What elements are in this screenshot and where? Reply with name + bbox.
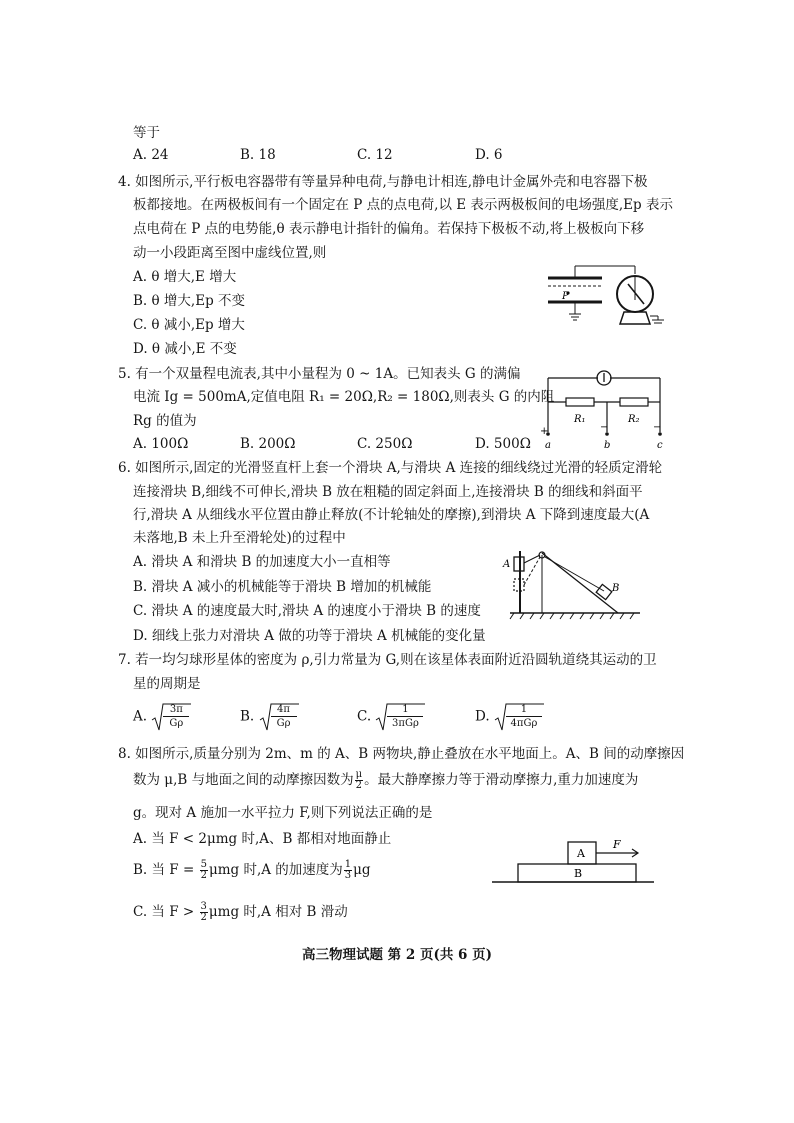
q6-option-b: B. 滑块 A 减小的机械能等于滑块 B 增加的机械能: [133, 579, 432, 595]
q7-a-numerator: 3π: [163, 703, 189, 717]
q5-option-a: A. 100Ω: [133, 436, 189, 452]
q7-d-denominator: 4πGρ: [510, 718, 538, 729]
minus-terminal-c-label: −: [653, 422, 662, 433]
q7-option-c-radical: [375, 702, 425, 732]
q7-option-d-radical: [494, 702, 544, 732]
q8-option-c: [133, 902, 348, 923]
stacked-blocks-figure: [488, 836, 658, 896]
q7-option-d: [475, 702, 544, 734]
q8-c-post: μmg 时,A 相对 B 滑动: [208, 904, 348, 920]
q4-option-b: B. θ 增大,Ep 不变: [133, 293, 246, 309]
q7-option-c-label: C.: [357, 708, 372, 725]
q8-b-frac-1-den: 2: [200, 870, 207, 881]
q6-line-2: 连接滑块 B,细线不可伸长,滑块 B 放在粗糙的固定斜面上,连接滑块 B 的细线和斜面平: [133, 484, 643, 500]
q7-b-denominator: Gρ: [276, 718, 291, 729]
q4-option-d: D. θ 减小,E 不变: [133, 341, 237, 357]
q7-a-denominator: Gρ: [169, 718, 184, 729]
block-b-label: B: [612, 583, 620, 594]
q7-d-numerator: 1: [506, 703, 542, 717]
pulley-incline-figure: [500, 545, 650, 625]
q6-option-c: C. 滑块 A 的速度最大时,滑块 A 的速度小于滑块 B 的速度: [133, 603, 481, 619]
q8-option-a: A. 当 F < 2μmg 时,A、B 都相对地面静止: [133, 831, 392, 847]
q7-option-b-radical: [259, 702, 299, 732]
plus-terminal-label: +: [540, 426, 549, 437]
q5-line-2: 电流 Ig = 500mA,定值电阻 R₁ = 20Ω,R₂ = 180Ω,则表头 G 的内阻: [133, 389, 555, 405]
q6-line-4: 未落地,B 未上升至滑轮处)的过程中: [133, 530, 346, 546]
block-a-text: A: [577, 847, 585, 860]
q3-option-c: C. 12: [357, 147, 393, 163]
force-f-label: F: [613, 838, 621, 851]
q8-frac-den: 2: [355, 780, 363, 791]
terminal-c-label: c: [657, 440, 663, 451]
q8-b-pre: B. 当 F =: [133, 862, 195, 878]
q8-line-2-post: 。最大静摩擦力等于滑动摩擦力,重力加速度为: [364, 772, 639, 788]
q7-c-denominator: 3πGρ: [392, 718, 419, 729]
q7-option-a: [133, 702, 191, 734]
q7-line-2: 星的周期是: [133, 676, 201, 692]
q7-line-1: 7. 若一均匀球形星体的密度为 ρ,引力常量为 G,则在该星体表面附近沿圆轨道绕其运动的卫: [118, 652, 657, 668]
terminal-b-label: b: [604, 440, 611, 451]
q8-line-1: 8. 如图所示,质量分别为 2m、m 的 A、B 两物块,静止叠放在水平地面上。A、B 间的动摩擦因: [118, 746, 685, 762]
q6-line-3: 行,滑块 A 从细线水平位置由静止释放(不计轮轴处的摩擦),到滑块 A 下降到速度最大(A: [133, 507, 650, 523]
q6-option-a: A. 滑块 A 和滑块 B 的加速度大小一直相等: [133, 554, 391, 570]
q4-line-1: 4. 如图所示,平行板电容器带有等量异种电荷,与静电计相连,静电计金属外壳和电容器下极: [118, 174, 648, 190]
q8-b-frac-2: [344, 860, 352, 881]
q7-option-c: [357, 702, 425, 734]
q8-b-frac-1-num: 5: [200, 859, 207, 870]
q8-c-frac-num: 3: [200, 901, 207, 912]
q7-option-b-label: B.: [240, 708, 255, 725]
q5-option-b: B. 200Ω: [240, 436, 296, 452]
q4-option-c: C. θ 减小,Ep 增大: [133, 317, 245, 333]
q7-option-a-radical: [151, 702, 191, 732]
q4-line-2: 板都接地。在两极板间有一个固定在 P 点的点电荷,以 E 表示两极板间的电场强度,Ep 表示: [133, 197, 673, 213]
ammeter-circuit-figure: [538, 364, 668, 454]
q8-c-frac-den: 2: [200, 912, 207, 923]
q4-option-a: A. θ 增大,E 增大: [133, 269, 237, 285]
q8-b-post: μg: [353, 862, 371, 878]
q8-line-2-pre: 数为 μ,B 与地面之间的动摩擦因数为: [133, 772, 354, 788]
terminal-a-label: a: [545, 440, 551, 451]
page-footer: 高三物理试题 第 2 页(共 6 页): [301, 947, 493, 963]
r2-label: R₂: [628, 414, 640, 425]
q3-option-d: D. 6: [475, 147, 503, 163]
q8-line-3: g。现对 A 施加一水平拉力 F,则下列说法正确的是: [133, 805, 433, 821]
block-b-text: B: [574, 867, 583, 880]
q8-frac-num: μ: [355, 769, 363, 780]
q5-line-3: Rg 的值为: [133, 413, 197, 429]
q6-option-d: D. 细线上张力对滑块 A 做的功等于滑块 A 机械能的变化量: [133, 628, 486, 644]
q7-option-b: [240, 702, 299, 734]
block-a-label: A: [503, 559, 511, 570]
q8-option-b: [133, 860, 371, 881]
q8-b-mid: μmg 时,A 的加速度为: [208, 862, 343, 878]
q8-line-2: [133, 770, 638, 791]
q8-mu-half-fraction: [355, 770, 364, 791]
point-p-label: P: [562, 291, 569, 302]
q7-option-a-label: A.: [133, 708, 148, 725]
q5-option-d: D. 500Ω: [475, 436, 531, 452]
q4-line-3: 点电荷在 P 点的电势能,θ 表示静电计指针的偏角。若保持下极板不动,将上极板向下移: [133, 221, 645, 237]
r1-label: R₁: [574, 414, 586, 425]
q4-line-4: 动一小段距离至图中虚线位置,则: [133, 245, 327, 261]
q7-c-numerator: 1: [387, 703, 423, 717]
q3-option-a: A. 24: [133, 147, 169, 163]
minus-terminal-b-label: −: [600, 422, 609, 433]
capacitor-electrometer-figure: [540, 258, 670, 328]
q7-b-numerator: 4π: [271, 703, 297, 717]
q3-continuation: 等于: [133, 125, 160, 141]
q8-c-frac: [200, 902, 208, 923]
q5-line-1: 5. 有一个双量程电流表,其中小量程为 0 ~ 1A。已知表头 G 的满偏: [118, 366, 521, 382]
q8-c-pre: C. 当 F >: [133, 904, 195, 920]
q8-b-frac-2-den: 3: [344, 870, 352, 881]
q8-b-frac-2-num: 1: [344, 859, 352, 870]
q5-option-c: C. 250Ω: [357, 436, 413, 452]
q6-line-1: 6. 如图所示,固定的光滑竖直杆上套一个滑块 A,与滑块 A 连接的细线绕过光滑的轻质定滑轮: [118, 460, 663, 476]
q3-option-b: B. 18: [240, 147, 276, 163]
q7-option-d-label: D.: [475, 708, 490, 725]
q8-b-frac-1: [200, 860, 208, 881]
